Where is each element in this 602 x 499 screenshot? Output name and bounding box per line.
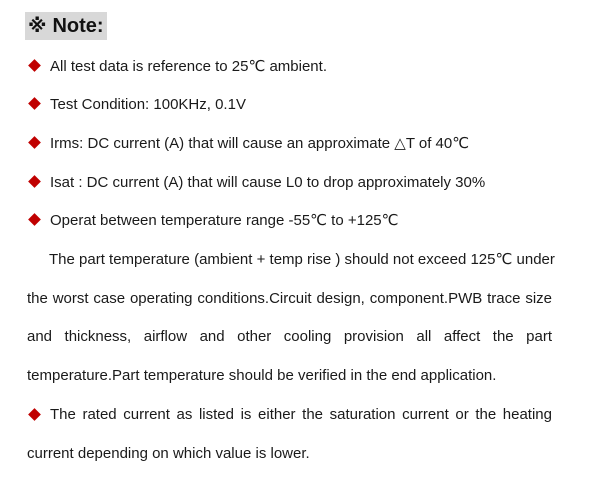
rated-current-continuation: current depending on which value is lower. xyxy=(27,445,310,462)
bullet-text: Operat between temperature range -55℃ to +125℃ xyxy=(50,212,399,229)
rated-current-text: The rated current as listed is either the saturation current or the heating xyxy=(50,406,552,423)
paragraph-line: temperature.Part temperature should be verified in the end application. xyxy=(27,367,497,384)
diamond-bullet-icon xyxy=(28,175,41,188)
diamond-bullet-icon xyxy=(28,97,41,110)
note-bullet-item xyxy=(30,135,469,153)
paragraph-line: and thickness, airflow and other cooling provision all affect the part xyxy=(27,328,552,345)
note-bullet-item xyxy=(30,58,327,76)
note-bullet-item xyxy=(30,174,485,192)
paragraph-line: The part temperature (ambient + temp rise ) should not exceed 125℃ under xyxy=(49,251,555,268)
diamond-bullet-icon xyxy=(28,213,41,226)
note-heading xyxy=(25,12,107,40)
note-title: Note: xyxy=(52,15,104,37)
bullet-text: Test Condition: 100KHz, 0.1V xyxy=(50,96,246,113)
rated-current-note xyxy=(30,406,552,424)
bullet-text: All test data is reference to 25℃ ambient. xyxy=(50,58,327,75)
bullet-text: Isat : DC current (A) that will cause L0 to drop approximately 30% xyxy=(50,174,486,191)
diamond-bullet-icon xyxy=(28,59,41,72)
reference-mark-icon: ※ xyxy=(28,15,47,37)
diamond-bullet-icon xyxy=(28,408,41,421)
diamond-bullet-icon xyxy=(28,136,41,149)
paragraph-line: the worst case operating conditions.Circuit design, component.PWB trace size xyxy=(27,290,552,307)
bullet-text: Irms: DC current (A) that will cause an approximate △T of 40℃ xyxy=(50,135,470,152)
note-bullet-item xyxy=(30,212,398,230)
note-bullet-item xyxy=(30,96,246,114)
